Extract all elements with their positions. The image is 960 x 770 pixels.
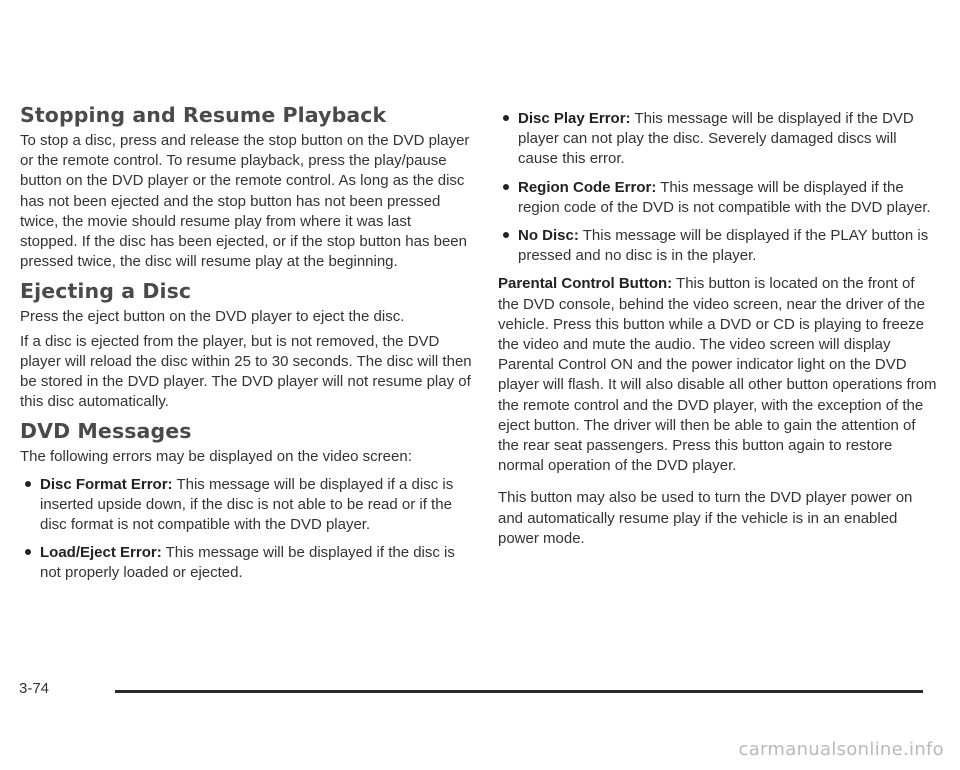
parental-term: Parental Control Button: bbox=[498, 275, 673, 293]
bullet-text: This message will be displayed if a disc is inserted upside down, if the disc is not able to be read or if the disc format is not compatible with the DVD player. bbox=[40, 475, 454, 534]
parental-text: This button is located on the front of the DVD console, behind the video screen, near the driver of the vehicle. Press this button while a DVD or CD is playing to freeze the video and mute the audio. The video screen will display Parental Control ON and the power indicator light on the DVD player will flash. It will also disable all other button operations from the remote control and the DVD player, with the exception of the eject button. The driver will then be able to gain the attention of the rear seat passengers. Press this button again to restore normal operation of the DVD player. bbox=[498, 275, 937, 475]
list-item bbox=[20, 475, 472, 536]
bullet-text: This message will be displayed if the DVD player can not play the disc. Severely damaged discs will cause this error. bbox=[518, 110, 914, 168]
list-item bbox=[498, 226, 938, 266]
bullet-text: This message will be displayed if the PLAY button is pressed and no disc is in the player. bbox=[518, 227, 929, 265]
list-item bbox=[498, 109, 938, 170]
bullet-term: Disc Format Error: bbox=[40, 475, 173, 493]
paragraph-stopping-resume: To stop a disc, press and release the stop button on the DVD player or the remote control. To resume playback, press the play/pause button on the DVD player or the remote control. As long as the disc has not been ejected and the stop button has not been pressed twice, the movie should resume play from where it was last stopped. If the disc has been ejected, or if the stop button has been pressed twice, the disc will resume play at the beginning. bbox=[20, 132, 470, 271]
message-list-left bbox=[20, 475, 472, 584]
footer-divider bbox=[115, 690, 923, 693]
paragraph-eject-reload: If a disc is ejected from the player, but is not removed, the DVD player will reload the disc within 25 to 30 seconds. The disc will then be stored in the DVD player. The DVD player will not resume play of this disc automatically. bbox=[20, 332, 472, 411]
bullet-term: Region Code Error: bbox=[518, 178, 657, 196]
bullet-term: Load/Eject Error: bbox=[40, 544, 162, 562]
watermark-text: carmanualsonline.info bbox=[738, 739, 944, 760]
paragraph-parental-control bbox=[498, 274, 938, 476]
list-item bbox=[498, 178, 938, 218]
heading-dvd-messages: DVD Messages bbox=[20, 419, 192, 444]
bullet-text: This message will be displayed if the disc is not properly loaded or ejected. bbox=[40, 544, 455, 582]
bullet-text: This message will be displayed if the region code of the DVD is not compatible with the DVD player. bbox=[518, 178, 931, 216]
bullet-term: No Disc: bbox=[518, 227, 579, 245]
paragraph-power-mode: This button may also be used to turn the DVD player power on and automatically resume play if the vehicle is in an enabled power mode. bbox=[498, 489, 913, 547]
heading-ejecting-disc: Ejecting a Disc bbox=[20, 279, 192, 304]
paragraph-messages-intro: The following errors may be displayed on the video screen: bbox=[20, 448, 412, 466]
right-column bbox=[498, 102, 938, 549]
heading-stopping-resume: Stopping and Resume Playback bbox=[20, 103, 387, 127]
message-list-right bbox=[498, 109, 938, 266]
left-column bbox=[20, 102, 472, 592]
paragraph-eject-instructions: Press the eject button on the DVD player to eject the disc. bbox=[20, 308, 405, 326]
bullet-term: Disc Play Error: bbox=[518, 110, 631, 127]
page-number: 3-74 bbox=[19, 680, 50, 697]
list-item bbox=[20, 543, 472, 583]
